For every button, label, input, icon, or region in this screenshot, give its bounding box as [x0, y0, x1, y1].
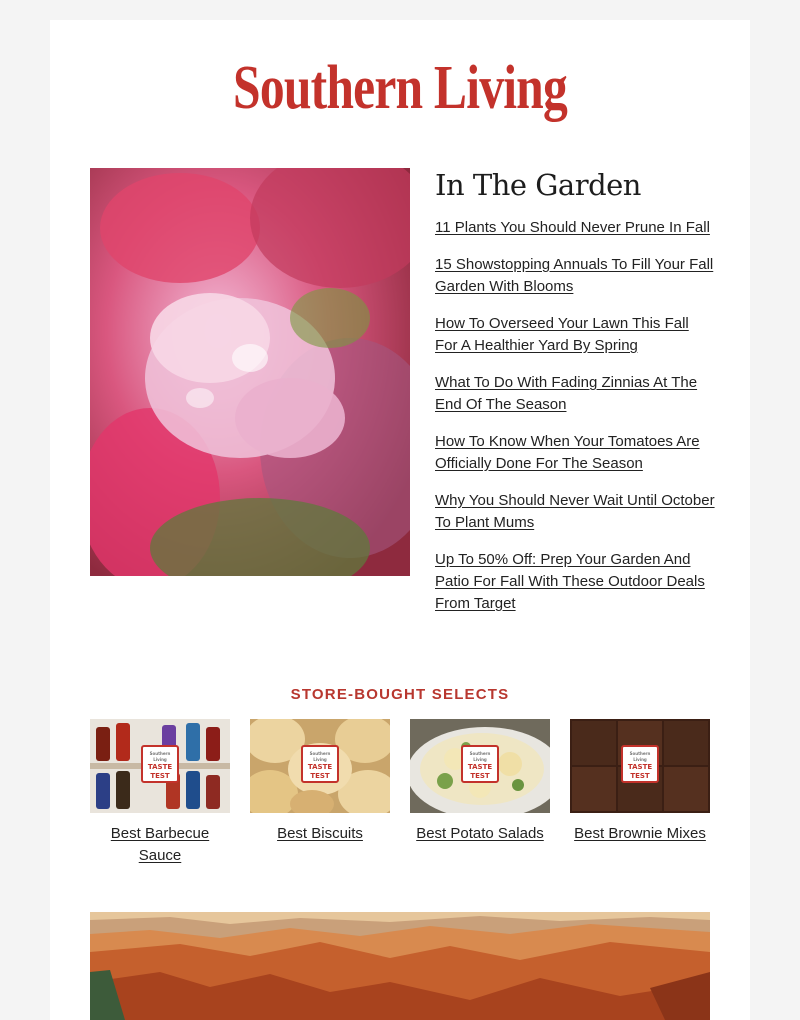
select-tile-barbecue[interactable]	[90, 719, 230, 867]
garden-link[interactable]: Up To 50% Off: Prep Your Garden And Patio For Fall With These Outdoor Deals From Target	[435, 551, 705, 612]
garden-link[interactable]: How To Overseed Your Lawn This Fall For A Healthier Yard By Spring	[435, 315, 689, 354]
canyon-banner-image[interactable]	[90, 912, 710, 1020]
taste-test-badge: Southern Living TASTE TEST	[141, 745, 179, 783]
select-tile-potato-salad[interactable]	[410, 719, 550, 845]
garden-link[interactable]: 11 Plants You Should Never Prune In Fall	[435, 219, 710, 236]
select-label[interactable]: Best Brownie Mixes	[574, 825, 706, 842]
potato-salad-image[interactable]	[410, 719, 550, 813]
taste-test-badge: Southern Living TASTE TEST	[301, 745, 339, 783]
garden-link[interactable]: Why You Should Never Wait Until October To Plant Mums	[435, 492, 715, 531]
store-bought-heading: STORE-BOUGHT SELECTS	[290, 686, 510, 703]
garden-link[interactable]: How To Know When Your Tomatoes Are Officially Done For The Season	[435, 433, 700, 472]
taste-test-badge: Southern Living TASTE TEST	[621, 745, 659, 783]
email-card	[50, 20, 750, 1020]
garden-link[interactable]: What To Do With Fading Zinnias At The End Of The Season	[435, 374, 698, 413]
barbecue-sauce-image[interactable]	[90, 719, 230, 813]
garden-section	[435, 165, 715, 630]
brand-logo[interactable]: Southern Living	[233, 54, 567, 122]
select-label[interactable]: Best Biscuits	[277, 825, 363, 842]
taste-test-badge: Southern Living TASTE TEST	[461, 745, 499, 783]
select-tile-brownies[interactable]	[570, 719, 710, 845]
garden-link[interactable]: 15 Showstopping Annuals To Fill Your Fall Garden With Blooms	[435, 256, 714, 295]
garden-title: In The Garden	[435, 168, 641, 202]
brownies-image[interactable]	[570, 719, 710, 813]
select-label[interactable]: Best Potato Salads	[416, 825, 544, 842]
garden-link-list	[435, 217, 715, 615]
biscuits-image[interactable]	[250, 719, 390, 813]
select-label[interactable]: Best Barbecue Sauce	[110, 825, 210, 864]
hero-image-azaleas[interactable]	[90, 168, 410, 576]
select-tile-biscuits[interactable]	[250, 719, 390, 845]
